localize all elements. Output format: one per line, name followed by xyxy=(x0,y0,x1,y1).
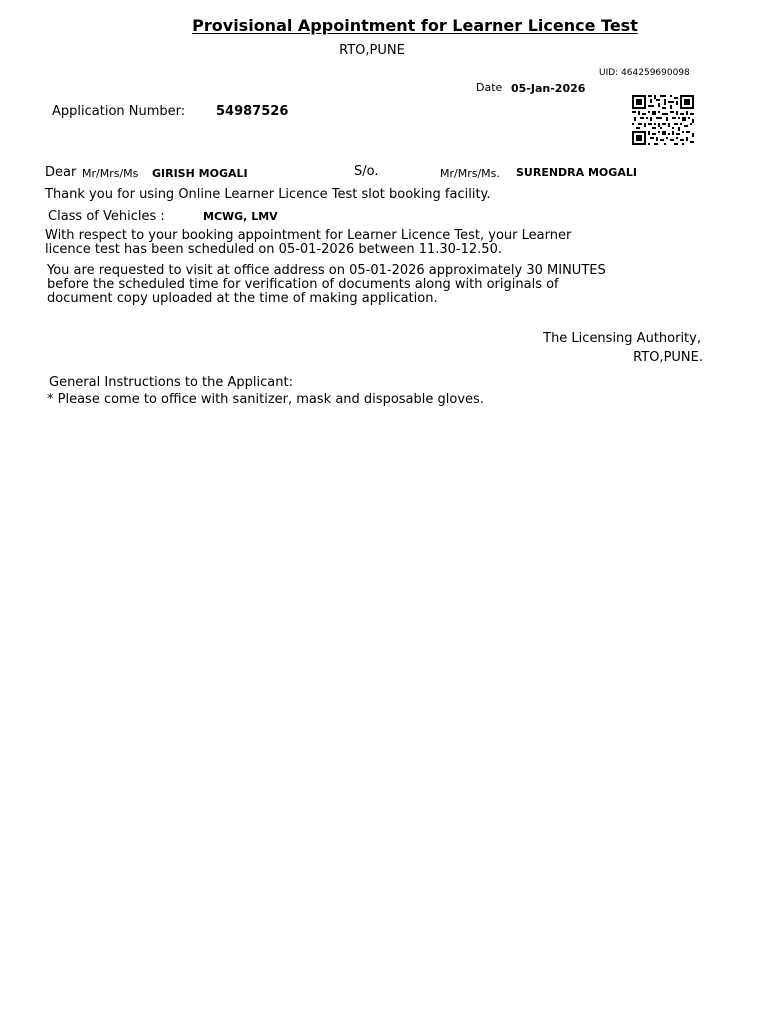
application-number-label: Application Number: xyxy=(52,104,186,119)
office-name: RTO,PUNE xyxy=(339,43,405,58)
applicant-salutation: Mr/Mrs/Ms xyxy=(82,167,139,180)
greeting: Dear xyxy=(45,165,77,180)
instructions-heading: General Instructions to the Applicant: xyxy=(49,375,293,390)
thank-you-text: Thank you for using Online Learner Licence Test slot booking facility. xyxy=(45,187,491,202)
applicant-name: GIRISH MOGALI xyxy=(152,167,248,180)
uid-text: UID: 464259690098 xyxy=(599,68,690,78)
signature-authority: The Licensing Authority, xyxy=(543,331,701,346)
signature-office: RTO,PUNE. xyxy=(633,350,703,365)
paragraph-line: licence test has been scheduled on 05-01-2026 between 11.30-12.50. xyxy=(45,242,502,257)
date-value: 05-Jan-2026 xyxy=(511,82,586,95)
qr-code-icon xyxy=(632,95,694,145)
relation-label: S/o. xyxy=(354,164,379,179)
date-label: Date xyxy=(476,81,503,94)
relation-name: SURENDRA MOGALI xyxy=(516,166,637,179)
paragraph-line: document copy uploaded at the time of making application. xyxy=(47,291,438,306)
schedule-paragraph xyxy=(45,229,571,257)
instruction-item: * Please come to office with sanitizer, mask and disposable gloves. xyxy=(47,392,484,407)
relation-salutation: Mr/Mrs/Ms. xyxy=(440,167,500,180)
paragraph-line: With respect to your booking appointment for Learner Licence Test, your Learner xyxy=(45,228,572,243)
paragraph-line: You are requested to visit at office address on 05-01-2026 approximately 30 MINUTES xyxy=(47,263,606,278)
application-number: 54987526 xyxy=(216,104,289,119)
class-of-vehicles-label: Class of Vehicles : xyxy=(48,209,165,224)
document-title: Provisional Appointment for Learner Licence Test xyxy=(192,16,638,35)
paragraph-line: before the scheduled time for verification of documents along with originals of xyxy=(47,277,559,292)
class-of-vehicles-value: MCWG, LMV xyxy=(203,210,278,223)
visit-paragraph xyxy=(47,264,606,306)
